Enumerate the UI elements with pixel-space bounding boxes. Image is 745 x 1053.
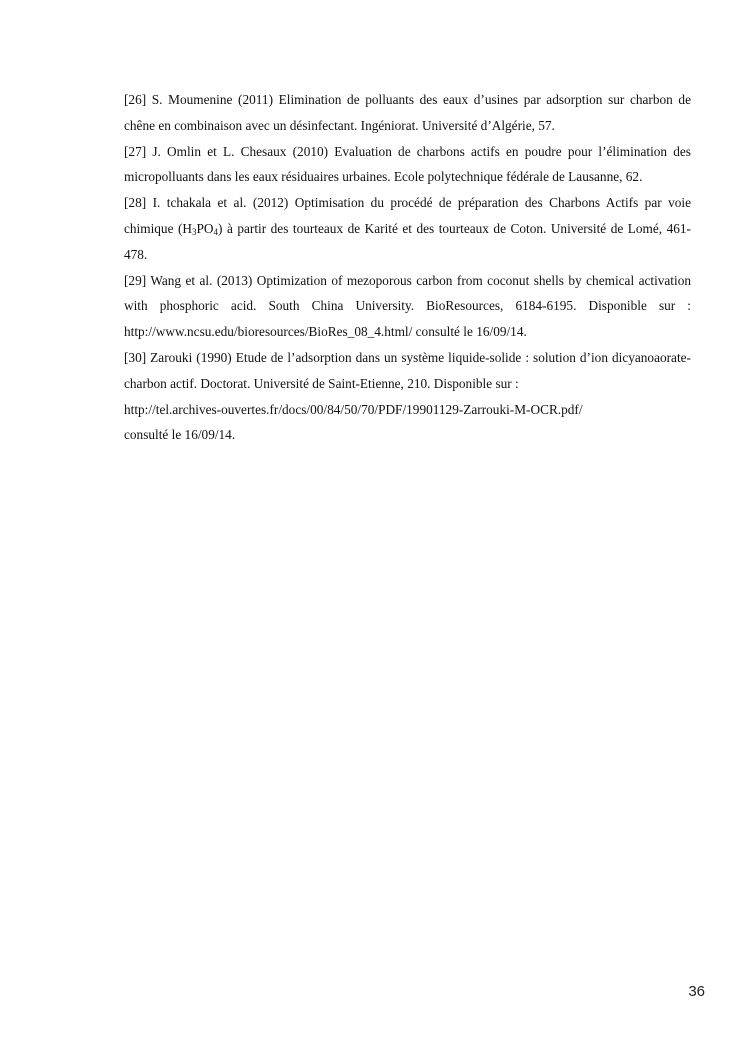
page-number: 36	[688, 983, 705, 1000]
reference-30-text: [30] Zarouki (1990) Etude de l’adsorption dans un système liquide-solide : solution d’ion dicyanoaorate-charbon actif. Doctorat. Université de Saint-Etienne, 210. Disponible sur :	[124, 349, 691, 391]
subscript-4: 4	[213, 226, 219, 237]
reference-29: [29] Wang et al. (2013) Optimization of mezoporous carbon from coconut shells by chemical activation with phosphoric acid. South China University. BioResources, 6184-6195. Disponible sur : http://www.ncsu.edu/bioresources/BioRes_08_4.html/ consulté le 16/09/14.	[124, 272, 691, 340]
reference-list	[124, 87, 691, 448]
reference-27: [27] J. Omlin et L. Chesaux (2010) Evaluation de charbons actifs en poudre pour l’élimination des micropolluants dans les eaux résiduaires urbaines. Ecole polytechnique fédérale de Lausanne, 62.	[124, 143, 691, 185]
reference-26: [26] S. Moumenine (2011) Elimination de polluants des eaux d’usines par adsorption sur charbon de chêne en combinaison avec un désinfectant. Ingéniorat. Université d’Algérie, 57.	[124, 92, 691, 133]
reference-30-consulted: consulté le 16/09/14.	[124, 427, 236, 443]
subscript-3: 3	[192, 226, 197, 237]
reference-28	[124, 190, 691, 267]
reference-28-text-start: [28] I. tchakala et al. (2012) Optimisation du procédé de préparation des Charbons Actifs par voie chimique (H	[124, 195, 691, 236]
reference-30-url: http://tel.archives-ouvertes.fr/docs/00/84/50/70/PDF/19901129-Zarrouki-M-OCR.pdf/	[124, 401, 583, 417]
reference-28-formula: PO	[196, 220, 214, 236]
reference-30	[124, 345, 691, 448]
reference-28-text-end: ) à partir des tourteaux de Karité et des tourteaux de Coton. Université de Lomé, 461-478.	[124, 220, 691, 262]
